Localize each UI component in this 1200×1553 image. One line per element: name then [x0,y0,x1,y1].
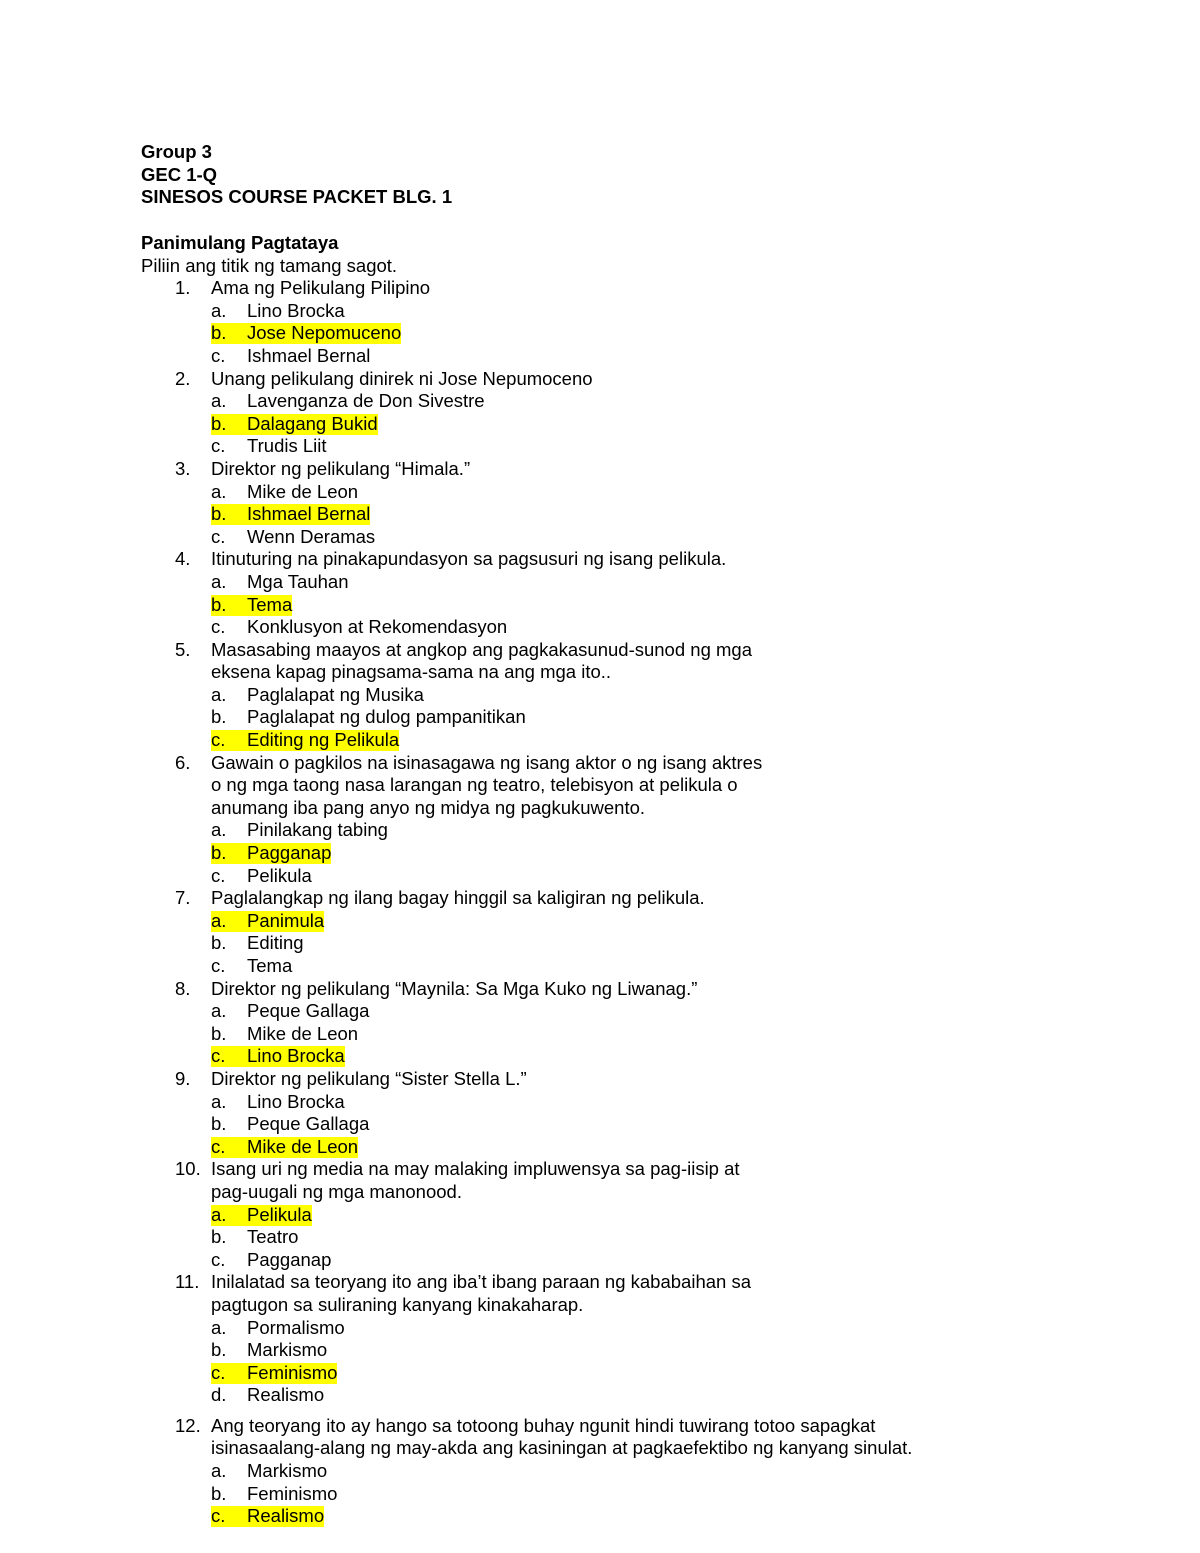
packet-title: SINESOS COURSE PACKET BLG. 1 [141,186,453,208]
option-letter: b. [211,1113,227,1135]
option-letter: a. [211,570,227,592]
answer-option-correct [0,503,1200,526]
answer-option-correct [0,1136,1200,1159]
question-continuation [0,1294,1200,1317]
question-continuation [0,1437,1200,1460]
option-text: Realismo [247,1505,325,1527]
option-letter: a. [211,683,227,705]
question-text: Itinuturing na pinakapundasyon sa pagsusuri ng isang pelikula. [211,548,727,570]
question-line [0,752,1200,775]
question-text: anumang iba pang anyo ng midya ng pagkukuwento. [211,796,646,818]
question-line [0,978,1200,1001]
question-number: 4. [175,548,191,570]
question-line [0,639,1200,662]
option-letter: a. [211,1460,227,1482]
option-text: Lino Brocka [247,1045,345,1067]
option-text: Editing ng Pelikula [247,729,400,751]
option-text: Pelikula [247,1203,312,1225]
option-letter: b. [211,1022,227,1044]
option-text: Ishmael Bernal [247,344,371,366]
option-letter: a. [211,480,227,502]
question-text: Gawain o pagkilos na isinasagawa ng isang aktor o ng isang aktres [211,751,763,773]
option-text: Markismo [247,1339,328,1361]
option-text: Peque Gallaga [247,1113,370,1135]
option-letter: b. [211,1226,227,1248]
option-text: Mike de Leon [247,1022,359,1044]
option-text: Peque Gallaga [247,1000,370,1022]
option-text: Mike de Leon [247,1135,359,1157]
question-item [0,1158,1200,1271]
option-letter: a. [211,390,227,412]
option-text: Pinilakang tabing [247,819,388,841]
answer-option [0,1249,1200,1272]
question-number: 9. [175,1067,191,1089]
question-text: Direktor ng pelikulang “Sister Stella L.” [211,1067,527,1089]
question-number: 6. [175,751,191,773]
option-letter: b. [211,1482,227,1504]
answer-option-correct [0,1204,1200,1227]
question-item [0,458,1200,548]
option-letter: b. [211,1339,227,1361]
question-number: 11. [175,1271,200,1293]
option-letter: a. [211,299,227,321]
option-letter: c. [211,344,226,366]
option-text: Mike de Leon [247,480,359,502]
question-number: 2. [175,367,191,389]
question-continuation [0,774,1200,797]
option-text: Paglalapat ng dulog pampanitikan [247,706,526,728]
option-text: Tema [247,593,293,615]
option-letter: b. [211,593,227,615]
option-letter: b. [211,706,227,728]
option-text: Feminismo [247,1482,338,1504]
answer-option-correct [0,842,1200,865]
question-item [0,752,1200,888]
option-letter: a. [211,909,227,931]
question-line [0,548,1200,571]
option-text: Realismo [247,1384,325,1406]
answer-option [0,1091,1200,1114]
answer-option-correct [0,1505,1200,1528]
option-text: Ishmael Bernal [247,503,371,525]
question-number: 8. [175,977,191,999]
answer-option-correct [0,1362,1200,1385]
question-text: Isang uri ng media na may malaking impluwensya sa pag-iisip at [211,1158,740,1180]
answer-option [0,435,1200,458]
option-text: Pelikula [247,864,312,886]
option-text: Paglalapat ng Musika [247,683,424,705]
option-letter: c. [211,1505,226,1527]
question-line [0,458,1200,481]
question-item [0,1271,1200,1407]
option-text: Mga Tauhan [247,570,349,592]
question-text: Ang teoryang ito ay hango sa totoong buhay ngunit hindi tuwirang totoo sapagkat [211,1414,876,1436]
answer-option-correct [0,413,1200,436]
question-list [0,277,1200,1528]
answer-option-correct [0,594,1200,617]
question-text: Direktor ng pelikulang “Himala.” [211,457,471,479]
section-title: Panimulang Pagtataya [141,232,339,253]
answer-option [0,706,1200,729]
option-letter: c. [211,864,226,886]
answer-option [0,1000,1200,1023]
option-letter: c. [211,435,226,457]
question-spacer [0,1407,1200,1415]
question-item [0,277,1200,367]
answer-option [0,1023,1200,1046]
answer-option-correct [0,729,1200,752]
group-label: Group 3 [141,141,212,162]
question-item [0,1068,1200,1158]
answer-option-correct [0,1045,1200,1068]
question-text: isinasaalang-alang ng may-akda ang kasiningan at pagkaefektibo ng kanyang sinulat. [211,1437,913,1459]
option-text: Pagganap [247,842,332,864]
option-text: Tema [247,955,293,976]
question-text: Inilalatad sa teoryang ito ang iba’t ibang paraan ng kababaihan sa [211,1271,751,1293]
answer-option [0,1226,1200,1249]
instruction-text: Piliin ang titik ng tamang sagot. [141,254,398,276]
option-text: Teatro [247,1226,299,1248]
option-letter: b. [211,842,227,864]
option-text: Markismo [247,1460,328,1482]
question-text: pag-uugali ng mga manonood. [211,1180,462,1202]
answer-option [0,481,1200,504]
question-line [0,277,1200,300]
document-header [141,141,452,209]
question-line [0,1415,1200,1438]
option-letter: a. [211,819,227,841]
answer-option [0,955,1200,978]
question-item [0,887,1200,977]
option-text: Trudis Liit [247,435,327,457]
option-letter: a. [211,1090,227,1112]
question-text: o ng mga taong nasa larangan ng teatro, telebisyon at pelikula o [211,774,738,796]
answer-option [0,345,1200,368]
question-line [0,1068,1200,1091]
answer-option-correct [0,910,1200,933]
question-item [0,548,1200,638]
question-text: Ama ng Pelikulang Pilipino [211,277,431,299]
answer-option [0,1339,1200,1362]
question-line [0,887,1200,910]
answer-option [0,684,1200,707]
question-line [0,1158,1200,1181]
answer-option [0,819,1200,842]
answer-option [0,616,1200,639]
question-text: Masasabing maayos at angkop ang pagkakasunud-sunod ng mga [211,638,752,660]
answer-option [0,1460,1200,1483]
question-continuation [0,661,1200,684]
answer-option [0,526,1200,549]
question-item [0,639,1200,752]
option-text: Pagganap [247,1248,332,1270]
question-number: 1. [175,277,191,299]
question-number: 5. [175,638,191,660]
question-continuation [0,797,1200,820]
question-continuation [0,1181,1200,1204]
option-letter: c. [211,616,226,638]
question-number: 3. [175,457,191,479]
option-letter: c. [211,729,226,751]
option-text: Lino Brocka [247,1090,345,1112]
option-letter: b. [211,932,227,954]
answer-option [0,571,1200,594]
option-letter: a. [211,1203,227,1225]
option-text: Panimula [247,909,325,931]
answer-option [0,1483,1200,1506]
option-text: Wenn Deramas [247,525,376,547]
question-text: pagtugon sa suliraning kanyang kinakaharap. [211,1293,584,1315]
answer-option [0,300,1200,323]
question-line [0,1271,1200,1294]
option-letter: b. [211,412,227,434]
question-number: 10. [175,1158,201,1180]
question-text: eksena kapag pinagsama-sama na ang mga ito.. [211,661,612,683]
option-letter: a. [211,1316,227,1338]
question-text: Unang pelikulang dinirek ni Jose Nepumoceno [211,367,593,389]
question-line [0,368,1200,391]
option-letter: c. [211,1248,226,1270]
option-text: Lavenganza de Don Sivestre [247,390,485,412]
question-item [0,368,1200,458]
answer-option [0,932,1200,955]
option-letter: a. [211,1000,227,1022]
answer-option [0,1113,1200,1136]
answer-option [0,390,1200,413]
answer-option [0,1317,1200,1340]
option-letter: b. [211,322,227,344]
option-text: Lino Brocka [247,299,345,321]
option-text: Dalagang Bukid [247,412,378,434]
question-number: 12. [175,1414,201,1436]
question-text: Paglalangkap ng ilang bagay hinggil sa kaligiran ng pelikula. [211,887,705,909]
option-letter: c. [211,1361,226,1383]
option-letter: b. [211,503,227,525]
option-text: Konklusyon at Rekomendasyon [247,616,508,638]
question-number: 7. [175,887,191,909]
course-code: GEC 1-Q [141,163,218,185]
option-text: Jose Nepomuceno [247,322,402,344]
answer-option [0,1384,1200,1407]
option-letter: c. [211,1045,226,1067]
question-text: Direktor ng pelikulang “Maynila: Sa Mga Kuko ng Liwanag.” [211,977,698,999]
option-text: Pormalismo [247,1316,345,1338]
option-letter: c. [211,955,226,976]
answer-option [0,865,1200,888]
option-letter: c. [211,1135,226,1157]
question-item [0,1415,1200,1528]
option-letter: c. [211,525,226,547]
option-text: Feminismo [247,1361,338,1383]
answer-option-correct [0,322,1200,345]
option-text: Editing [247,932,304,954]
question-item [0,978,1200,1068]
option-letter: d. [211,1384,227,1406]
